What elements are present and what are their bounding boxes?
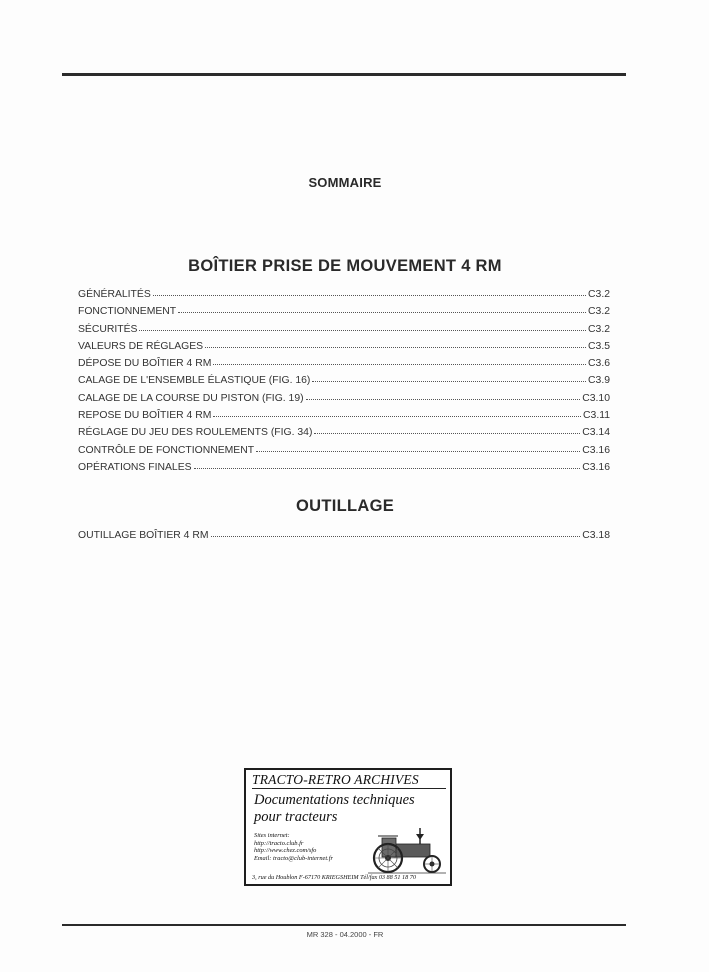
- toc-entry-label: VALEURS DE RÉGLAGES: [78, 340, 204, 352]
- toc-entry: [78, 461, 610, 478]
- toc-entry-label: OPÉRATIONS FINALES: [78, 461, 192, 473]
- toc-entry: [78, 529, 610, 546]
- stamp-subtitle-line1: Documentations techniques: [254, 792, 415, 808]
- toc-entry: [78, 374, 610, 391]
- document-reference: MR 328 - 04.2000 - FR: [306, 930, 384, 939]
- stamp-subtitle: [254, 792, 415, 826]
- toc-entry-page: C3.2: [588, 289, 610, 300]
- toc-entry: [78, 323, 610, 340]
- toc-entry-label: CONTRÔLE DE FONCTIONNEMENT: [78, 444, 255, 456]
- bottom-rule: [62, 924, 626, 926]
- toc-entry-page: C3.16: [582, 444, 610, 456]
- toc-entry: [78, 392, 610, 409]
- toc-entry: [78, 409, 610, 426]
- toc-list-outillage: [78, 529, 610, 546]
- toc-entry-page: C3.16: [582, 461, 610, 473]
- stamp-contact-info: [254, 832, 333, 862]
- toc-entry: [78, 444, 610, 461]
- stamp-info-line3: http://www.chez.com/sfo: [254, 847, 317, 855]
- toc-entry-label: CALAGE DE LA COURSE DU PISTON (FIG. 19): [78, 392, 304, 404]
- toc-leader-dots: [213, 408, 581, 417]
- toc-leader-dots: [178, 304, 586, 313]
- toc-entry-page: C3.14: [582, 427, 610, 439]
- toc-entry-label: CALAGE DE L'ENSEMBLE ÉLASTIQUE (FIG. 16): [78, 375, 311, 387]
- toc-entry-label: DÉPOSE DU BOÎTIER 4 RM: [78, 358, 212, 370]
- stamp-info-line2: http://tracto.club.fr: [254, 839, 304, 847]
- toc-entry: [78, 357, 610, 374]
- stamp-info-line1: Sites internet:: [254, 832, 290, 839]
- toc-entry-label: RÉGLAGE DU JEU DES ROULEMENTS (FIG. 34): [78, 427, 313, 439]
- toc-leader-dots: [211, 528, 581, 537]
- toc-leader-dots: [314, 425, 580, 434]
- toc-entry-page: C3.6: [588, 358, 610, 370]
- toc-entry-page: C3.9: [588, 375, 610, 387]
- toc-entry-label: GÉNÉRALITÉS: [78, 289, 151, 300]
- tractor-icon: [364, 824, 450, 874]
- toc-entry-page: C3.2: [588, 323, 610, 335]
- toc-entry-label: FONCTIONNEMENT: [78, 306, 177, 318]
- toc-entry: [78, 288, 610, 305]
- section-heading-boitier: BOÎTIER PRISE DE MOUVEMENT 4 RM: [188, 257, 502, 275]
- stamp-subtitle-line2: pour tracteurs: [254, 809, 338, 825]
- toc-leader-dots: [194, 460, 581, 469]
- section-heading-outillage: OUTILLAGE: [295, 497, 395, 515]
- toc-entry-label: REPOSE DU BOÎTIER 4 RM: [78, 410, 212, 422]
- toc-entry-page: C3.11: [583, 410, 610, 422]
- stamp-info-line4: Email: tracto@club-internet.fr: [254, 854, 334, 862]
- toc-leader-dots: [312, 373, 586, 382]
- toc-leader-dots: [205, 339, 586, 348]
- toc-leader-dots: [256, 443, 580, 452]
- toc-entry-page: C3.18: [582, 530, 610, 541]
- toc-entry-label: SÉCURITÉS: [78, 323, 138, 335]
- toc-leader-dots: [153, 287, 586, 296]
- toc-leader-dots: [213, 356, 586, 365]
- archive-stamp: [244, 768, 452, 886]
- toc-entry: [78, 305, 610, 322]
- toc-list-boitier: [78, 288, 610, 478]
- toc-leader-dots: [139, 322, 586, 331]
- stamp-title: TRACTO-RETRO ARCHIVES: [252, 772, 446, 789]
- toc-leader-dots: [306, 391, 581, 400]
- toc-entry-page: C3.10: [582, 392, 610, 404]
- page-title: SOMMAIRE: [308, 175, 382, 190]
- toc-entry-page: C3.5: [588, 340, 610, 352]
- toc-entry-page: C3.2: [588, 306, 610, 318]
- toc-entry: [78, 340, 610, 357]
- toc-entry: [78, 426, 610, 443]
- toc-entry-label: OUTILLAGE BOÎTIER 4 RM: [78, 530, 209, 541]
- top-rule: [62, 73, 626, 76]
- stamp-address: 3, rue du Houblon F-67170 KRIEGSHEIM Tél/fax 03 88 51 18 70: [252, 874, 416, 881]
